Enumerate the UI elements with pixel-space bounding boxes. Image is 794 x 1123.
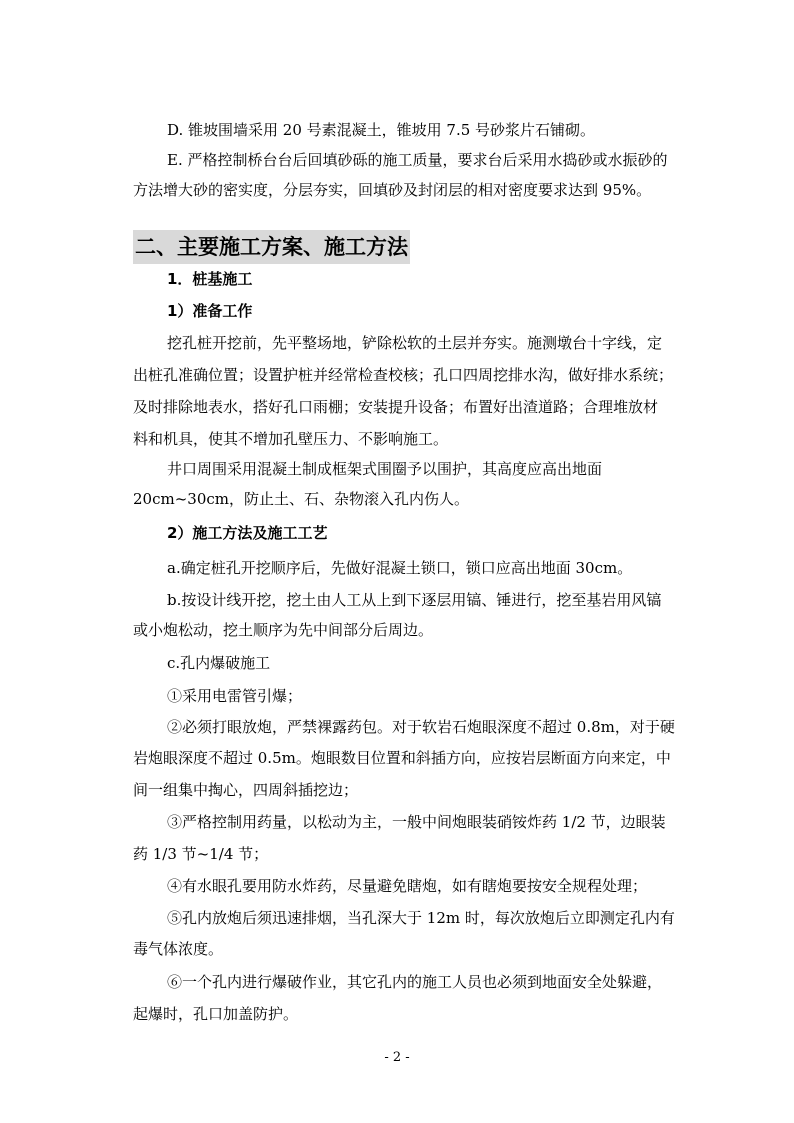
list-item: ⑥一个孔内进行爆破作业，其它孔内的施工人员也必须到地面安全处躲避， xyxy=(167,973,663,991)
paragraph-line: c.孔内爆破施工 xyxy=(167,654,271,672)
paragraph-line: D. 锥坡围墙采用 20 号素混凝土，锥坡用 7.5 号砂浆片石铺砌。 xyxy=(167,121,596,139)
paragraph-line: a.确定桩孔开挖顺序后，先做好混凝土锁口，锁口应高出地面 30cm。 xyxy=(167,559,633,577)
subsection-heading: 2）施工方法及施工工艺 xyxy=(167,524,328,542)
list-item: ①采用电雷管引爆； xyxy=(167,687,303,705)
list-item: 间一组集中掏心，四周斜插挖边； xyxy=(133,781,359,799)
subsection-heading: 1．桩基施工 xyxy=(167,270,253,288)
paragraph-line: 20cm~30cm，防止土、石、杂物滚入孔内伤人。 xyxy=(133,490,469,508)
paragraph-line: 及时排除地表水，搭好孔口雨棚；安装提升设备；布置好出渣道路；合理堆放材 xyxy=(133,398,659,416)
paragraph-line: 出桩孔准确位置；设置护桩并经常检查校核；孔口四周挖排水沟，做好排水系统； xyxy=(133,366,674,384)
list-item: ⑤孔内放炮后须迅速排烟，当孔深大于 12m 时，每次放炮后立即测定孔内有 xyxy=(167,909,675,927)
subsection-heading: 1）准备工作 xyxy=(167,302,253,320)
page-number: - 2 - xyxy=(384,1050,410,1065)
paragraph-line: E. 严格控制桥台台后回填砂砾的施工质量，要求台后采用水捣砂或水振砂的 xyxy=(167,151,668,169)
paragraph-line: 挖孔桩开挖前，先平整场地，铲除松软的土层并夯实。施测墩台十字线，定 xyxy=(167,334,663,352)
list-item: ③严格控制用药量，以松动为主，一般中间炮眼装硝铵炸药 1/2 节，边眼装 xyxy=(167,813,666,831)
list-item: ②必须打眼放炮，严禁裸露药包。对于软岩石炮眼深度不超过 0.8m，对于硬 xyxy=(167,718,675,736)
paragraph-line: 井口周围采用混凝土制成框架式围圈予以围护，其高度应高出地面 xyxy=(167,460,603,478)
list-item: 岩炮眼深度不超过 0.5m。炮眼数目位置和斜插方向，应按岩层断面方向来定，中 xyxy=(133,749,671,767)
list-item: 药 1/3 节~1/4 节； xyxy=(133,845,269,863)
paragraph-line: 方法增大砂的密实度，分层夯实，回填砂及封闭层的相对密度要求达到 95%。 xyxy=(133,181,652,199)
section-heading: 二、主要施工方案、施工方法 xyxy=(133,230,410,264)
paragraph-line: 料和机具，使其不增加孔壁压力、不影响施工。 xyxy=(133,430,449,448)
list-item: 毒气体浓度。 xyxy=(133,940,224,958)
list-item: ④有水眼孔要用防水炸药，尽量避免瞎炮，如有瞎炮要按安全规程处理； xyxy=(167,877,648,895)
paragraph-line: b.按设计线开挖，挖土由人工从上到下逐层用镐、锤进行，挖至基岩用风镐 xyxy=(167,591,662,609)
paragraph-line: 或小炮松动，挖土顺序为先中间部分后周边。 xyxy=(133,621,434,639)
list-item: 起爆时，孔口加盖防护。 xyxy=(133,1005,299,1023)
